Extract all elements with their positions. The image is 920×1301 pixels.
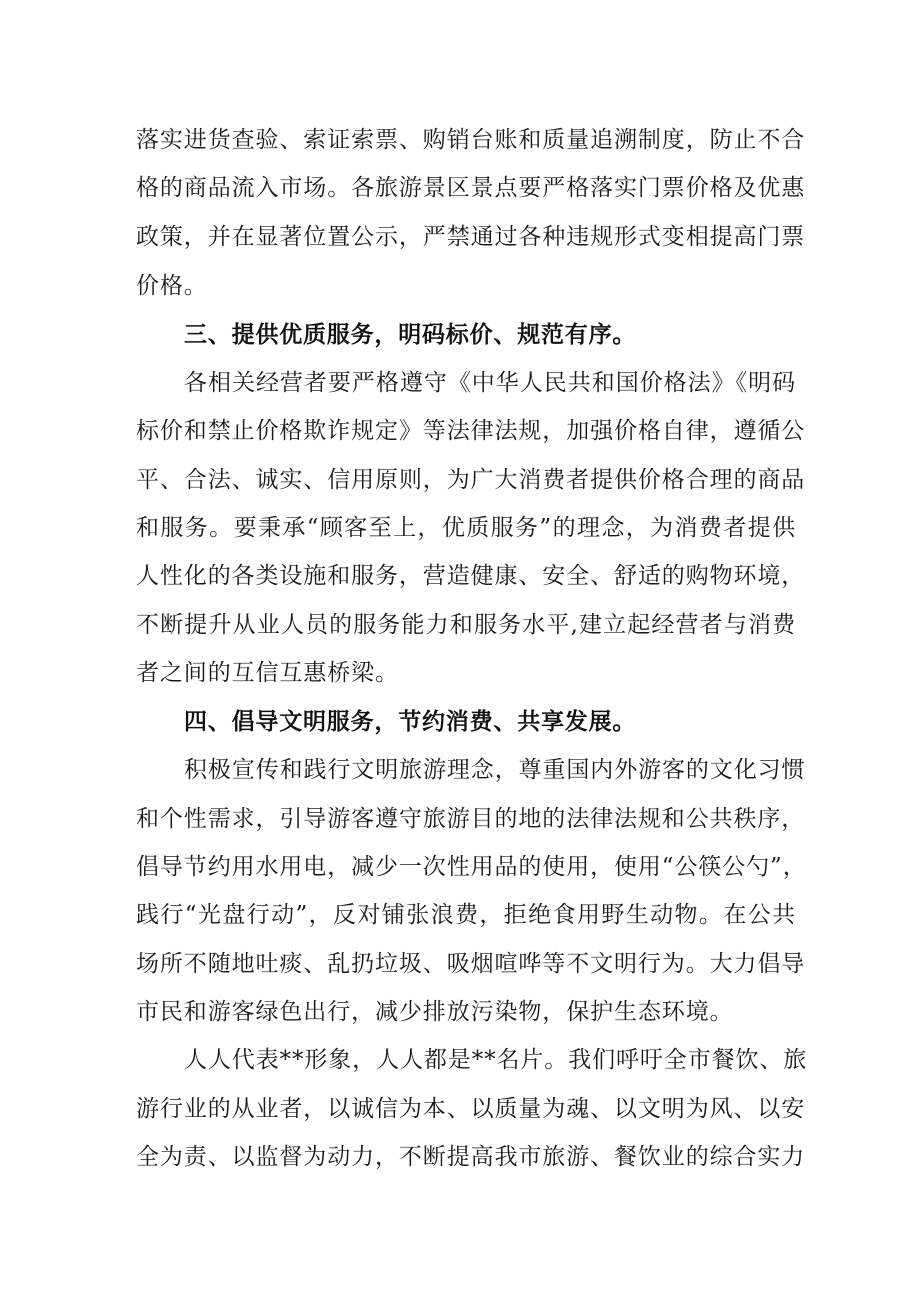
- body-text-line: 格的商品流入市场。各旅游景区景点要严格落实门票价格及优惠: [136, 175, 806, 201]
- body-text-line: 政策，并在显著位置公示，严禁通过各种违规形式变相提高门票: [136, 224, 806, 250]
- body-text-line: 市民和游客绿色出行，减少排放污染物，保护生态环境。: [136, 999, 734, 1025]
- body-text-line: 人性化的各类设施和服务，营造健康、安全、舒适的购物环境，: [136, 563, 806, 589]
- body-text-line: 倡导节约用水用电，减少一次性用品的使用，使用“公筷公勺”，: [136, 854, 807, 880]
- body-text-line: 各相关经营者要严格遵守《中华人民共和国价格法》《明码: [184, 370, 796, 396]
- body-text-line: 者之间的互信互惠桥梁。: [136, 660, 399, 686]
- body-text-line: 践行“光盘行动”，反对铺张浪费，拒绝食用野生动物。在公共: [136, 902, 796, 928]
- body-text-line: 价格。: [136, 273, 208, 299]
- body-text-line: 平、合法、诚实、信用原则，为广大消费者提供价格合理的商品: [136, 467, 806, 493]
- body-text-line: 和服务。要秉承“顾客至上，优质服务”的理念，为消费者提供: [136, 515, 796, 541]
- body-text-line: 积极宣传和践行文明旅游理念，尊重国内外游客的文化习惯: [184, 757, 806, 783]
- section-heading: 四、倡导文明服务，节约消费、共享发展。: [184, 709, 637, 735]
- body-text-line: 落实进货查验、索证索票、购销台账和质量追溯制度，防止不合: [136, 127, 806, 153]
- body-text-line: 全为责、以监督为动力，不断提高我市旅游、餐饮业的综合实力: [136, 1144, 806, 1170]
- body-text-line: 人人代表**形象，人人都是**名片。我们呼吁全市餐饮、旅: [184, 1047, 808, 1073]
- body-text-line: 游行业的从业者，以诚信为本、以质量为魂、以文明为风、以安: [136, 1096, 806, 1122]
- body-text-line: 和个性需求，引导游客遵守旅游目的地的法律法规和公共秩序，: [136, 806, 806, 832]
- section-heading: 三、提供优质服务，明码标价、规范有序。: [184, 322, 637, 348]
- body-text-line: 标价和禁止价格欺诈规定》等法律法规，加强价格自律，遵循公: [136, 418, 806, 444]
- body-text-line: 场所不随地吐痰、乱扔垃圾、吸烟喧哗等不文明行为。大力倡导: [136, 951, 806, 977]
- body-text-line: 不断提升从业人员的服务能力和服务水平,建立起经营者与消费: [136, 612, 796, 638]
